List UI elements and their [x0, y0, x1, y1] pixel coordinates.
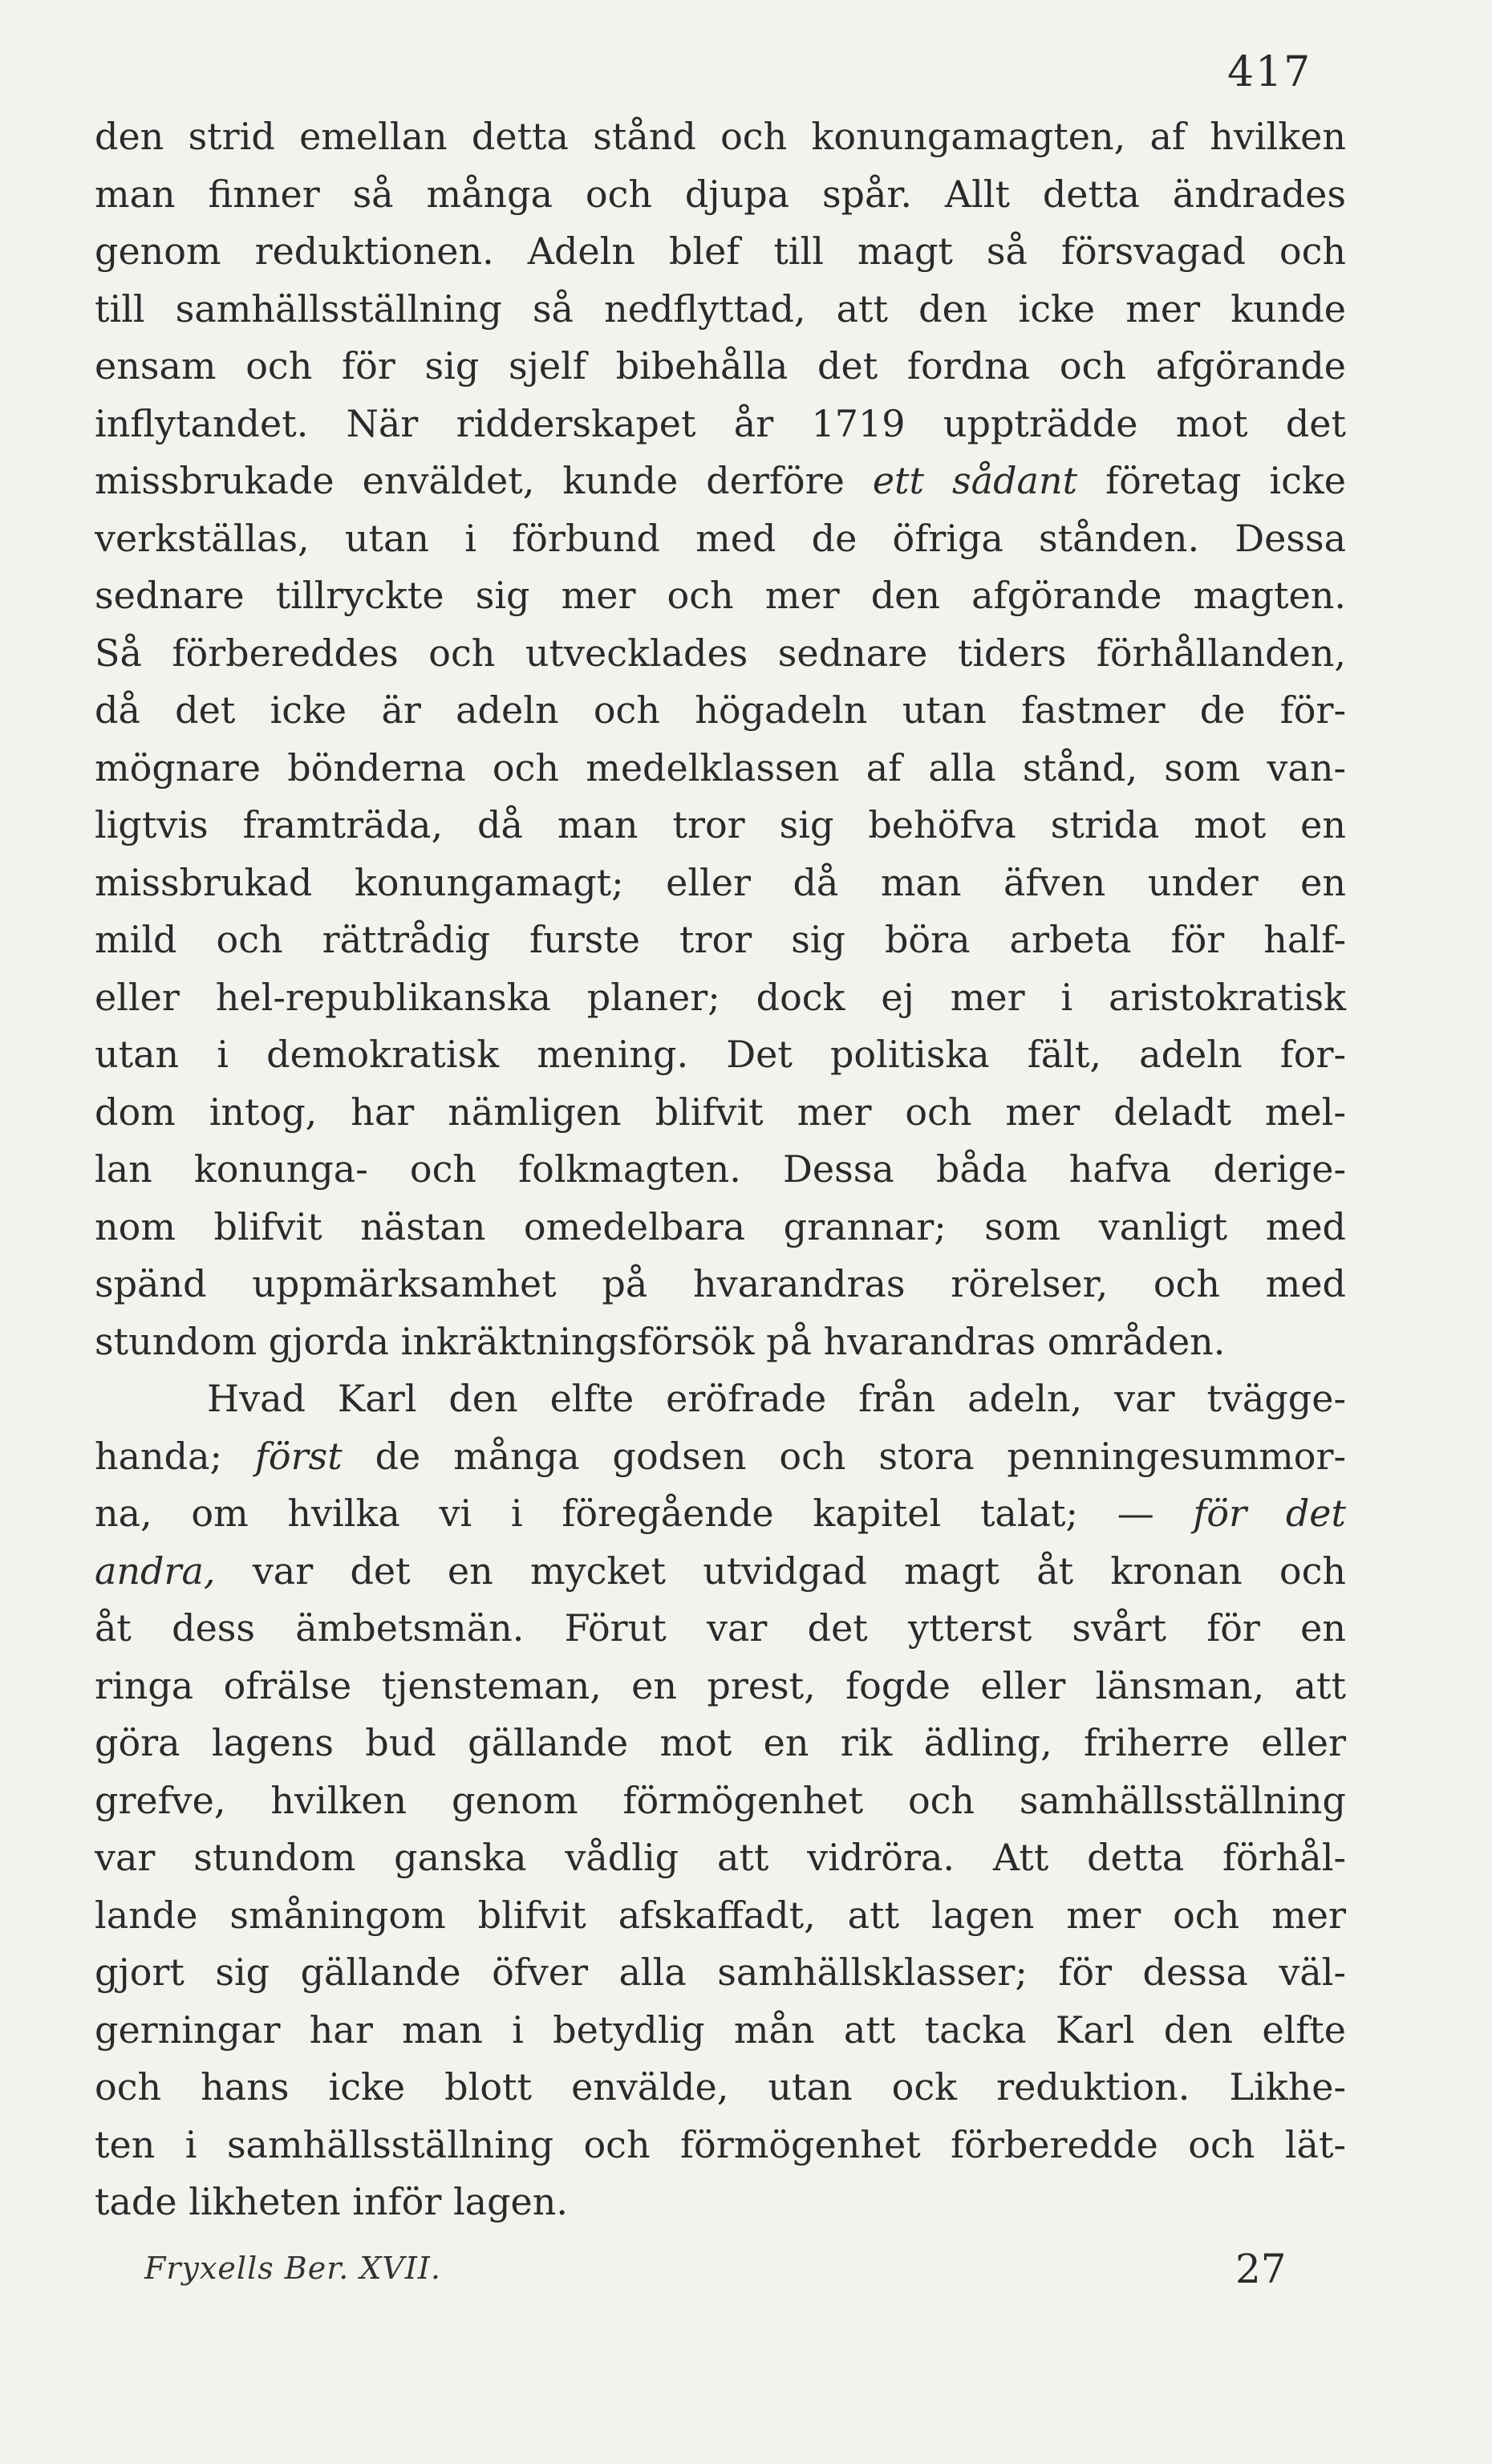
text-line: lan konunga- och folkmagten. Dessa båda hafva derige- [95, 1147, 1346, 1191]
text-line: Hvad Karl den elfte eröfrade från adeln, var tvägge- [207, 1377, 1346, 1420]
text-line: tade likheten inför lagen. [95, 2180, 569, 2223]
text-span: de många godsen och stora penningesummor- [375, 1434, 1346, 1478]
text-line: då det icke är adeln och högadeln utan fastmer de för- [95, 688, 1346, 732]
text-line: grefve, hvilken genom förmögenhet och samhällsställning [95, 1778, 1346, 1822]
text-line: mild och rättrådig furste tror sig böra arbeta för half- [95, 918, 1346, 961]
signature-mark: Fryxells Ber. XVII. [144, 2251, 441, 2286]
body-text [95, 108, 1346, 2231]
text-line: Så förbereddes och utvecklades sednare tiders förhållanden, [95, 631, 1346, 675]
text-line: till samhällsställning så nedflyttad, att den icke mer kunde [95, 286, 1346, 331]
text-line: inflytandet. När ridderskapet år 1719 uppträdde mot det [95, 401, 1346, 445]
text-line [95, 1543, 1346, 1601]
text-line: gjort sig gällande öfver alla samhällsklasser; för dessa väl- [95, 1950, 1346, 1994]
text-line: ligtvis framträda, då man tror sig behöfva strida mot en [95, 803, 1346, 846]
text-line: genom reduktionen. Adeln blef till magt så försvagad och [95, 229, 1346, 273]
italic-phrase: för det [1193, 1492, 1346, 1535]
text-line: man finner så många och djupa spår. Allt detta ändrades [95, 172, 1346, 216]
text-line: åt dess ämbetsmän. Förut var det ytterst svårt för en [95, 1606, 1346, 1650]
text-line: verkställas, utan i förbund med de öfriga stånden. Dessa [95, 516, 1346, 560]
sheet-number: 27 [1235, 2246, 1287, 2292]
text-line: utan i demokratisk mening. Det politiska fält, adeln for- [95, 1033, 1346, 1076]
text-line: spänd uppmärksamhet på hvarandras rörelser, och med [95, 1262, 1346, 1305]
text-line: eller hel-republikanska planer; dock ej mer i aristokratisk [95, 975, 1346, 1019]
text-line: missbrukad konungamagt; eller då man äfven under en [95, 860, 1346, 904]
text-line: stundom gjorda inkräktningsförsök på hvarandras områden. [95, 1319, 1226, 1363]
text-line: ensam och för sig sjelf bibehålla det fordna och afgörande [95, 344, 1346, 388]
text-span: na, om hvilka vi i föregående kapitel talat; — [95, 1492, 1154, 1535]
text-line: gerningar har man i betydlig mån att tacka Karl den elfte [95, 2007, 1346, 2052]
text-line: var stundom ganska vådlig att vidröra. Att detta förhål- [95, 1836, 1346, 1879]
text-span: företag icke [1105, 459, 1346, 502]
text-line: och hans icke blott envälde, utan ock reduktion. Likhe- [95, 2065, 1346, 2109]
text-line [95, 453, 1346, 510]
italic-phrase: andra, [95, 1549, 216, 1593]
text-line: lande småningom blifvit afskaffadt, att lagen mer och mer [95, 1893, 1346, 1937]
italic-phrase: först [254, 1434, 343, 1478]
text-line: mögnare bönderna och medelklassen af alla stånd, som van- [95, 745, 1346, 790]
text-line: nom blifvit nästan omedelbara grannar; som vanligt med [95, 1204, 1346, 1248]
text-span: handa; [95, 1434, 223, 1478]
text-line [95, 1428, 1346, 1486]
text-line [95, 1485, 1346, 1543]
text-span: var det en mycket utvidgad magt åt kronan och [252, 1549, 1347, 1593]
text-line: ringa ofrälse tjensteman, en prest, fogde eller länsman, att [95, 1663, 1346, 1707]
italic-phrase: ett sådant [872, 459, 1078, 502]
text-line: sednare tillryckte sig mer och mer den afgörande magten. [95, 574, 1346, 617]
page-footer [144, 2243, 1287, 2307]
text-line: ten i samhällsställning och förmögenhet förberedde och lät- [95, 2122, 1346, 2166]
text-line: göra lagens bud gällande mot en rik ädling, friherre eller [95, 1721, 1346, 1764]
page-number: 417 [1227, 48, 1312, 96]
text-line: den strid emellan detta stånd och konungamagten, af hvilken [95, 115, 1346, 158]
text-span: missbrukade enväldet, kunde derföre [95, 459, 845, 502]
text-line: dom intog, har nämligen blifvit mer och mer deladt mel- [95, 1090, 1346, 1134]
